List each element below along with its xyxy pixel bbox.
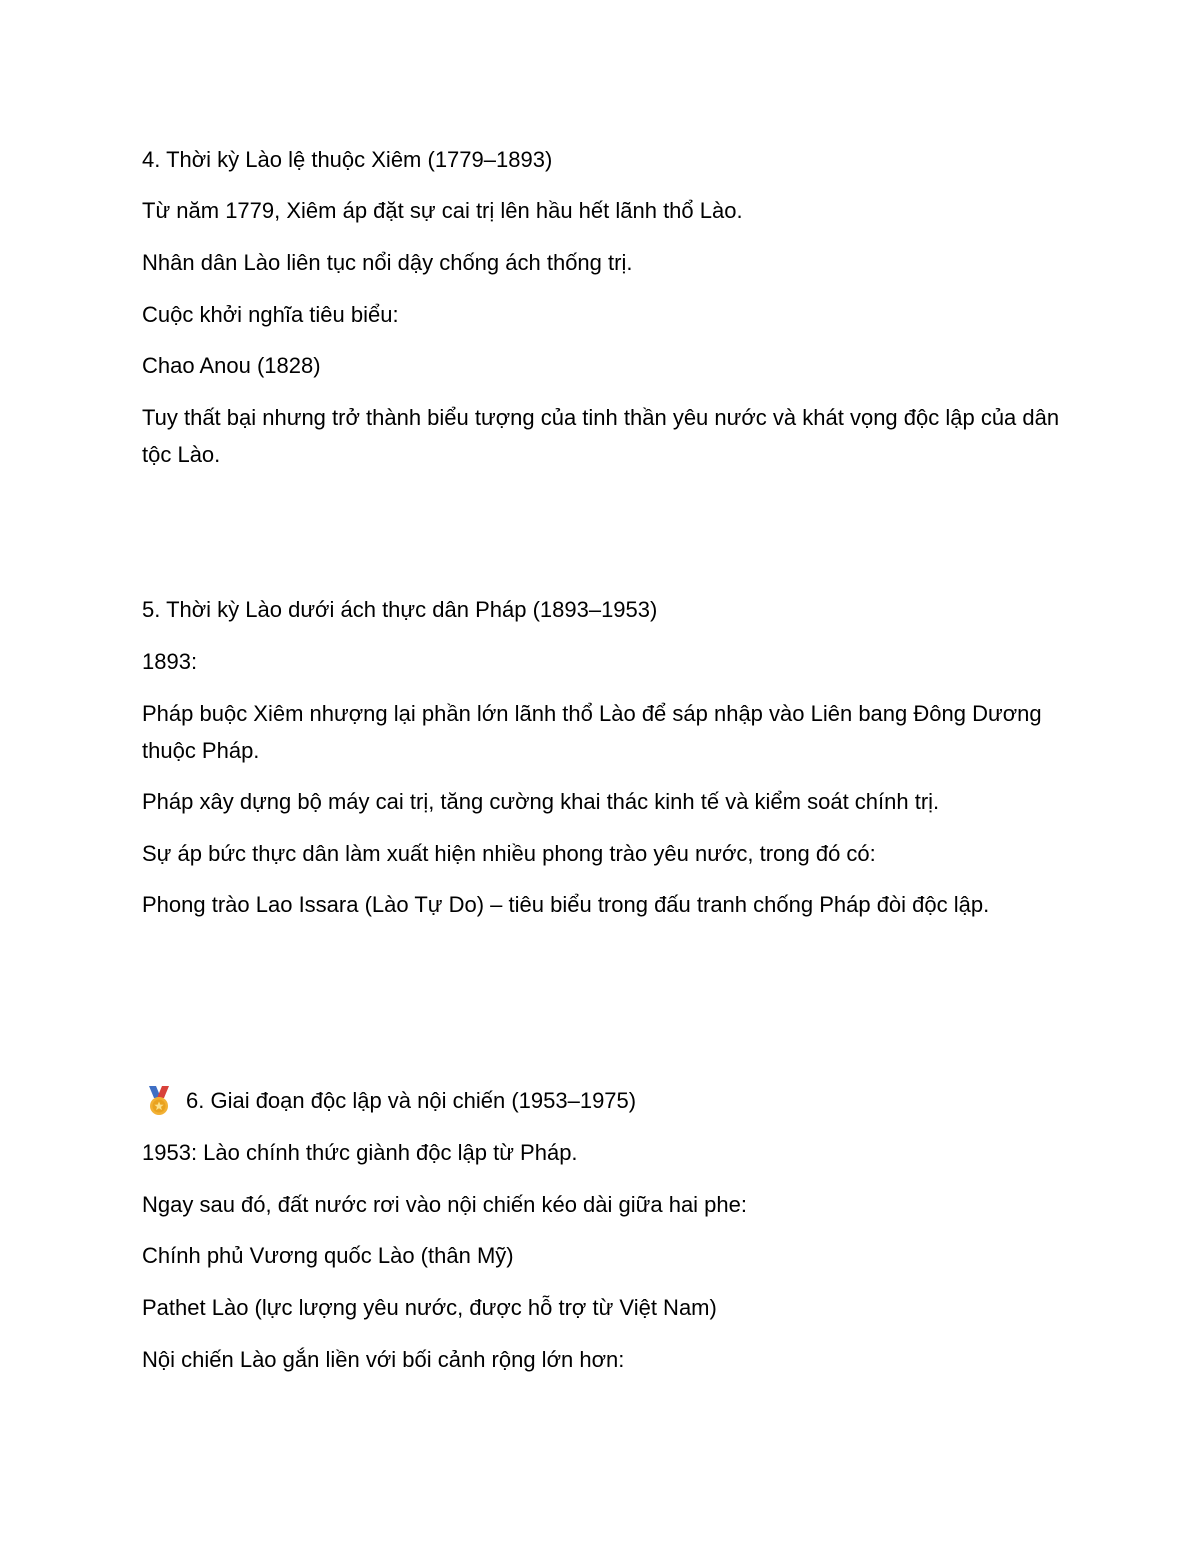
- section-5-paragraph-5: Phong trào Lao Issara (Lào Tự Do) – tiêu biểu trong đấu tranh chống Pháp đòi độc lập.: [142, 892, 990, 917]
- section-5-paragraph-3: Pháp xây dựng bộ máy cai trị, tăng cường khai thác kinh tế và kiểm soát chính trị.: [142, 789, 940, 814]
- section-4-paragraph-5: Tuy thất bại nhưng trở thành biểu tượng của tinh thần yêu nước và khát vọng độc lập của dân tộc Lào.: [142, 405, 1060, 467]
- section-4-paragraph-4: Chao Anou (1828): [142, 353, 321, 378]
- section-5-paragraph-4: Sự áp bức thực dân làm xuất hiện nhiều phong trào yêu nước, trong đó có:: [142, 841, 876, 866]
- section-4-paragraph-3: Cuộc khởi nghĩa tiêu biểu:: [142, 302, 399, 327]
- section-6-heading-row: [142, 1082, 1072, 1119]
- section-5-heading: 5. Thời kỳ Lào dưới ách thực dân Pháp (1893–1953): [142, 597, 658, 622]
- section-4-paragraph-1: Từ năm 1779, Xiêm áp đặt sự cai trị lên hầu hết lãnh thổ Lào.: [142, 198, 743, 223]
- section-6-paragraph-3: Chính phủ Vương quốc Lào (thân Mỹ): [142, 1243, 514, 1268]
- section-5-paragraph-1: 1893:: [142, 649, 198, 674]
- section-4-heading: 4. Thời kỳ Lào lệ thuộc Xiêm (1779–1893): [142, 147, 553, 172]
- section-6-paragraph-5: Nội chiến Lào gắn liền với bối cảnh rộng lớn hơn:: [142, 1347, 625, 1372]
- medal-icon: [146, 1086, 172, 1116]
- section-6-paragraph-1: 1953: Lào chính thức giành độc lập từ Pháp.: [142, 1140, 578, 1165]
- section-4-paragraph-2: Nhân dân Lào liên tục nổi dậy chống ách thống trị.: [142, 250, 633, 275]
- section-6-paragraph-2: Ngay sau đó, đất nước rơi vào nội chiến kéo dài giữa hai phe:: [142, 1192, 747, 1217]
- section-5-paragraph-2: Pháp buộc Xiêm nhượng lại phần lớn lãnh thổ Lào để sáp nhập vào Liên bang Đông Dương thuộc Pháp.: [142, 701, 1042, 763]
- section-6-paragraph-4: Pathet Lào (lực lượng yêu nước, được hỗ trợ từ Việt Nam): [142, 1295, 717, 1320]
- section-6-heading: 6. Giai đoạn độc lập và nội chiến (1953–1975): [186, 1088, 637, 1113]
